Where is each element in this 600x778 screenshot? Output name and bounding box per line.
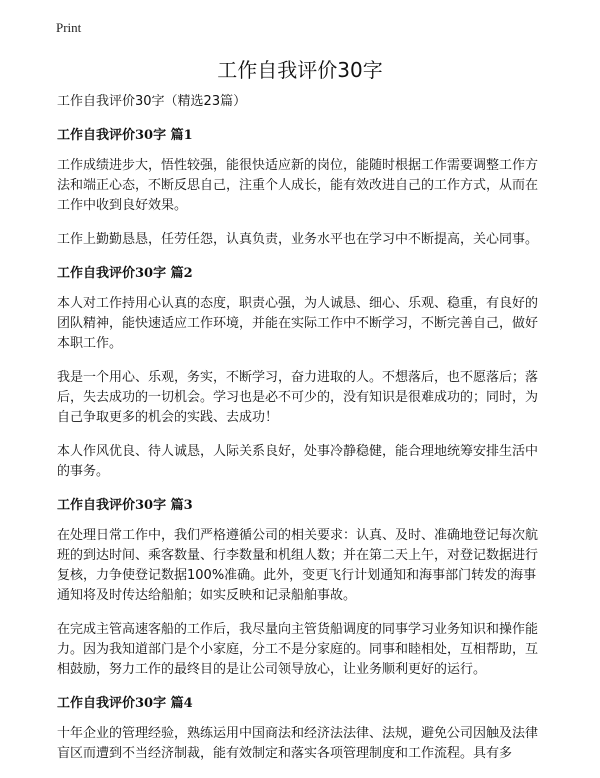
document-title: 工作自我评价30字 — [217, 58, 383, 82]
section-4 — [57, 694, 547, 764]
paragraph: 十年企业的管理经验，熟练运用中国商法和经济法法律、法规，避免公司因触及法律盲区而遭到不当经济制裁，能有效制定和落实各项管理制度和工作流程。具有多 — [57, 726, 539, 761]
document-subtitle: 工作自我评价30字（精选23篇） — [57, 94, 247, 109]
paragraph: 在处理日常工作中，我们严格遵循公司的相关要求：认真、及时、准确地登记每次航班的到达时间、乘客数量、行李数量和机组人数；并在第二天上午，对登记数据进行复核，力争使登记数据100%准确。此外，变更飞行计划通知和海事部门转发的海事通知将及时传达给船舶；如实反映和记录船舶事故。 — [57, 528, 539, 603]
paragraph: 工作成绩进步大，悟性较强，能很快适应新的岗位，能随时根据工作需要调整工作方法和端正心态，不断反思自己，注重个人成长，能有效改进自己的工作方式，从而在工作中收到良好效果。 — [57, 158, 539, 213]
paragraph: 本人作风优良、待人诚恳，人际关系良好，处事冷静稳健，能合理地统筹安排生活中的事务。 — [57, 444, 539, 479]
print-link[interactable]: Print — [56, 20, 82, 35]
section-heading: 工作自我评价30字 篇3 — [57, 498, 193, 513]
section-3 — [57, 496, 547, 680]
section-heading: 工作自我评价30字 篇4 — [57, 696, 193, 711]
section-heading: 工作自我评价30字 篇1 — [57, 128, 193, 143]
section-heading: 工作自我评价30字 篇2 — [57, 266, 193, 281]
paragraph: 在完成主管高速客船的工作后，我尽量向主管货船调度的同事学习业务知识和操作能力。因为我知道部门是个小家庭，分工不是分家庭的。同事和睦相处，互相帮助，互相鼓励，努力工作的最终目的是让公司领导放心，让业务顺利更好的运行。 — [57, 622, 539, 677]
section-1 — [57, 126, 547, 250]
paragraph: 我是一个用心、乐观，务实，不断学习，奋力进取的人。不想落后，也不愿落后；落后，失去成功的一切机会。学习也是必不可少的，没有知识是很难成功的；同时，为自己争取更多的机会的实践、去成功！ — [57, 370, 539, 425]
section-2 — [57, 264, 547, 482]
document-body — [57, 92, 547, 778]
paragraph: 本人对工作持用心认真的态度，职责心强，为人诚恳、细心、乐观、稳重，有良好的团队精神，能快速适应工作环境，并能在实际工作中不断学习，不断完善自己，做好本职工作。 — [57, 296, 539, 351]
paragraph: 工作上勤勤恳恳，任劳任怨，认真负责，业务水平也在学习中不断提高，关心同事。 — [57, 232, 539, 247]
